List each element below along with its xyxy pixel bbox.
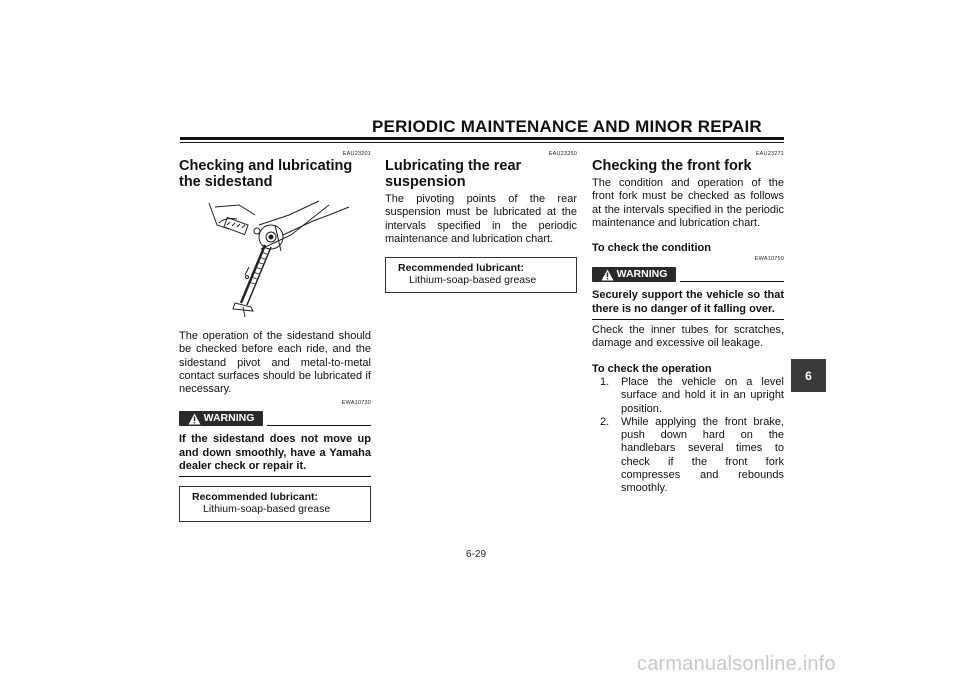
section-body: The operation of the sidestand should be checked before each ride, and the sidestand pivot and metal-to-metal contact surfaces should be lubricated if necessary.: [179, 330, 371, 396]
lubricant-title: Recommended lubricant:: [192, 491, 319, 504]
subheading-operation: To check the operation: [592, 362, 712, 375]
step-number: 2.: [600, 415, 610, 428]
section-code: EAU23250: [548, 151, 577, 157]
section-heading: Checking the front fork: [592, 158, 752, 174]
warning-header: [592, 265, 784, 285]
section-code: EAU23201: [342, 151, 371, 157]
column-sidestand: [179, 150, 371, 522]
warning-text: If the sidestand does not move up and down smoothly, have a Yamaha dealer check or repair it.: [179, 433, 371, 473]
lubricant-title: Recommended lubricant:: [398, 262, 525, 275]
section-heading: Lubricating the rear suspension: [385, 158, 522, 190]
warning-header: [179, 409, 371, 429]
warning-triangle-icon: [188, 413, 201, 425]
warning-label: WARNING: [203, 412, 255, 425]
chapter-tab: 6: [791, 359, 826, 392]
list-item: [600, 376, 784, 416]
watermark: carmanualsonline.info: [637, 653, 836, 675]
warning-triangle-icon: [601, 269, 614, 281]
header-rule: [180, 137, 784, 140]
section-body: The pivoting points of the rear suspension must be lubricated at the intervals specified in the periodic maintenance and lubrication chart.: [385, 193, 577, 245]
warning-rule: [680, 281, 784, 282]
section-heading: Checking and lubricating the sidestand: [179, 158, 353, 190]
warning-label: WARNING: [616, 268, 668, 281]
header-rule-thin: [180, 142, 784, 143]
lubricant-box: [179, 486, 371, 522]
subheading-condition: To check the condition: [592, 242, 711, 255]
operation-steps: [592, 376, 784, 496]
lubricant-box: [385, 257, 577, 293]
step-text: Place the vehicle on a level surface and hold it in an upright position.: [621, 375, 784, 415]
lubricant-value: Lithium-soap-based grease: [409, 274, 537, 287]
column-front-fork: [592, 150, 784, 496]
warning-rule: [267, 425, 371, 426]
column-rear-suspension: [385, 150, 577, 293]
page-header-title: PERIODIC MAINTENANCE AND MINOR REPAIR: [372, 117, 762, 136]
lubricant-value: Lithium-soap-based grease: [203, 503, 331, 516]
condition-body: Check the inner tubes for scratches, damage and excessive oil leakage.: [592, 324, 784, 350]
sidestand-illustration: [179, 195, 371, 317]
warning-badge: [592, 267, 676, 282]
step-number: 1.: [600, 375, 610, 388]
list-item: [600, 416, 784, 496]
warning-end-rule: [592, 319, 784, 320]
page-number: 6-29: [466, 549, 487, 560]
step-text: While applying the front brake, push down hard on the handlebars several times to check if the front fork compresses and rebounds smoothly.: [621, 415, 784, 495]
warning-code: EWA10750: [754, 256, 784, 263]
warning-end-rule: [179, 476, 371, 477]
warning-badge: [179, 411, 263, 426]
section-body: The condition and operation of the front fork must be checked as follows at the intervals specified in the periodic maintenance and lubrication chart.: [592, 177, 784, 229]
warning-code: EWA10730: [341, 400, 371, 407]
section-code: EAU23271: [755, 151, 784, 157]
warning-text: Securely support the vehicle so that there is no danger of it falling over.: [592, 289, 784, 315]
